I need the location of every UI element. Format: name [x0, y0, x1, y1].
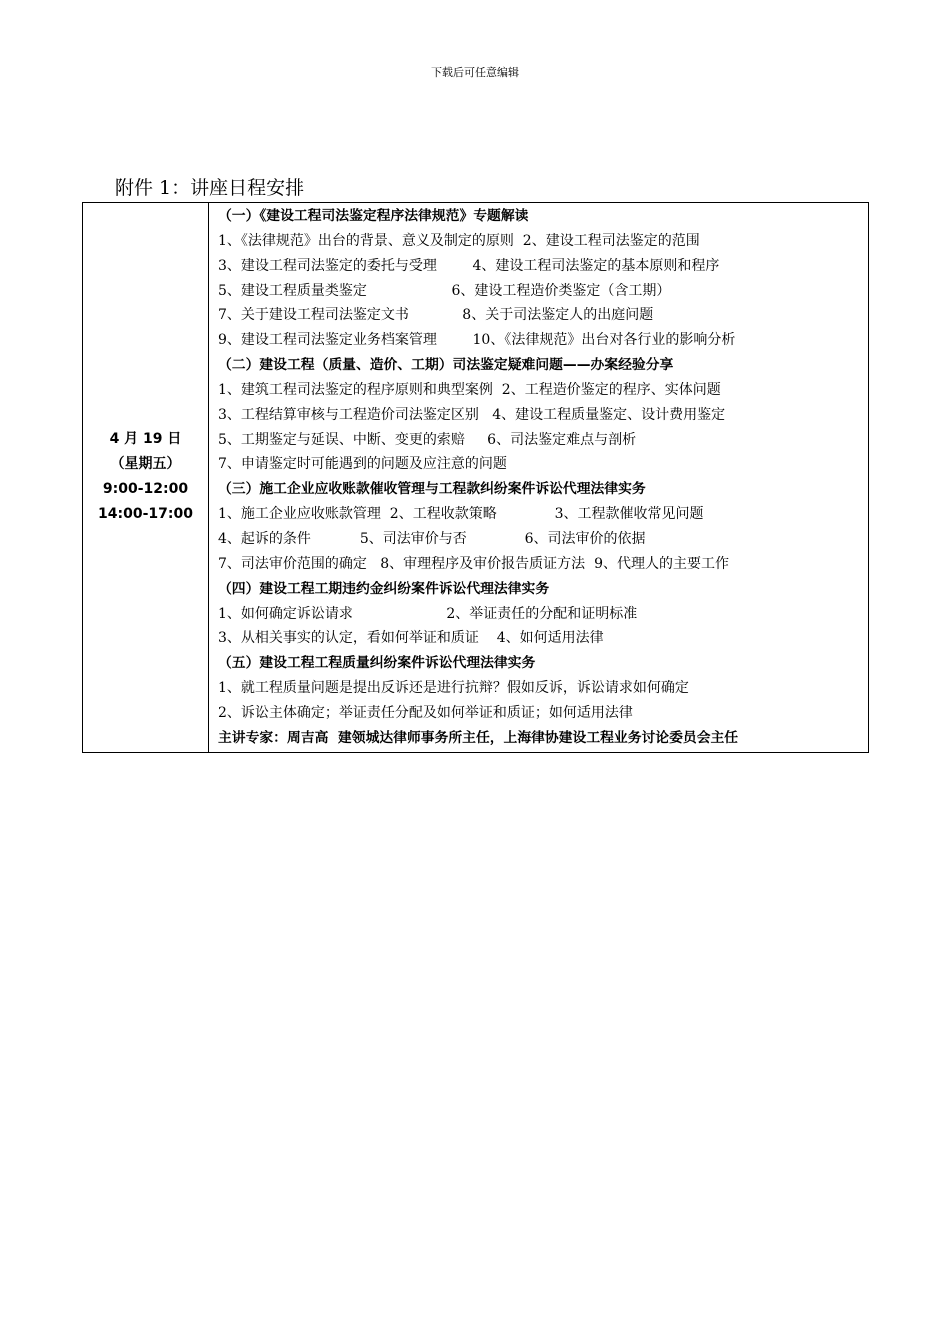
topic-line: 7、申请鉴定时可能遇到的问题及应注意的问题: [218, 456, 507, 473]
session-time-morning: 9:00-12:00: [102, 481, 189, 498]
topic-line: 5、建设工程质量类鉴定 6、建设工程造价类鉴定（含工期）: [218, 282, 671, 299]
page-header-note: 下载后可任意编辑: [431, 66, 519, 79]
topics-cell: [209, 203, 869, 753]
date-time-cell: [83, 203, 209, 753]
session-weekday: （星期五）: [110, 456, 181, 473]
topic-line: 4、起诉的条件 5、司法审价与否 6、司法审价的依据: [218, 530, 646, 547]
schedule-table: [82, 202, 869, 753]
document-title: 附件 1：讲座日程安排: [115, 177, 305, 199]
section-heading: （二）建设工程（质量、造价、工期）司法鉴定疑难问题——办案经验分享: [218, 357, 674, 374]
section-heading: （三）施工企业应收账款催收管理与工程款纠纷案件诉讼代理法律实务: [218, 481, 646, 498]
section-heading: （一）《建设工程司法鉴定程序法律规范》专题解读: [218, 208, 529, 224]
session-time-afternoon: 14:00-17:00: [98, 506, 193, 523]
topic-line: 1、《法律规范》出台的背景、意义及制定的原则 2、建设工程司法鉴定的范围: [218, 232, 700, 249]
session-date: 4 月 19 日: [109, 431, 182, 448]
expert-line: 主讲专家：周吉高 建领城达律师事务所主任，上海律协建设工程业务讨论委员会主任: [218, 729, 739, 746]
topic-line: 1、就工程质量问题是提出反诉还是进行抗辩？假如反诉，诉讼请求如何确定: [218, 680, 689, 697]
topic-line: 1、施工企业应收账款管理 2、工程收款策略 3、工程款催收常见问题: [218, 506, 704, 523]
topic-line: 2、诉讼主体确定；举证责任分配及如何举证和质证；如何适用法律: [218, 704, 633, 721]
topic-line: 3、建设工程司法鉴定的委托与受理 4、建设工程司法鉴定的基本原则和程序: [218, 257, 720, 274]
topic-line: 5、工期鉴定与延误、中断、变更的索赔 6、司法鉴定难点与剖析: [218, 431, 637, 448]
schedule-row: [83, 203, 869, 753]
topic-line: 3、从相关事实的认定，看如何举证和质证 4、如何适用法律: [218, 630, 604, 647]
topic-line: 9、建设工程司法鉴定业务档案管理 10、《法律规范》出台对各行业的影响分析: [218, 332, 736, 349]
section-heading: （五）建设工程工程质量纠纷案件诉讼代理法律实务: [218, 655, 536, 672]
topic-line: 7、司法审价范围的确定 8、审理程序及审价报告质证方法 9、代理人的主要工作: [218, 555, 729, 572]
topic-line: 7、关于建设工程司法鉴定文书 8、关于司法鉴定人的出庭问题: [218, 307, 654, 324]
topic-lines: [218, 204, 868, 726]
topic-line: 1、建筑工程司法鉴定的程序原则和典型案例 2、工程造价鉴定的程序、实体问题: [218, 381, 721, 398]
section-heading: （四）建设工程工期违约金纠纷案件诉讼代理法律实务: [218, 580, 550, 597]
topic-line: 1、如何确定诉讼请求 2、举证责任的分配和证明标准: [218, 605, 638, 622]
topic-line: 3、工程结算审核与工程造价司法鉴定区别 4、建设工程质量鉴定、设计费用鉴定: [218, 406, 726, 423]
